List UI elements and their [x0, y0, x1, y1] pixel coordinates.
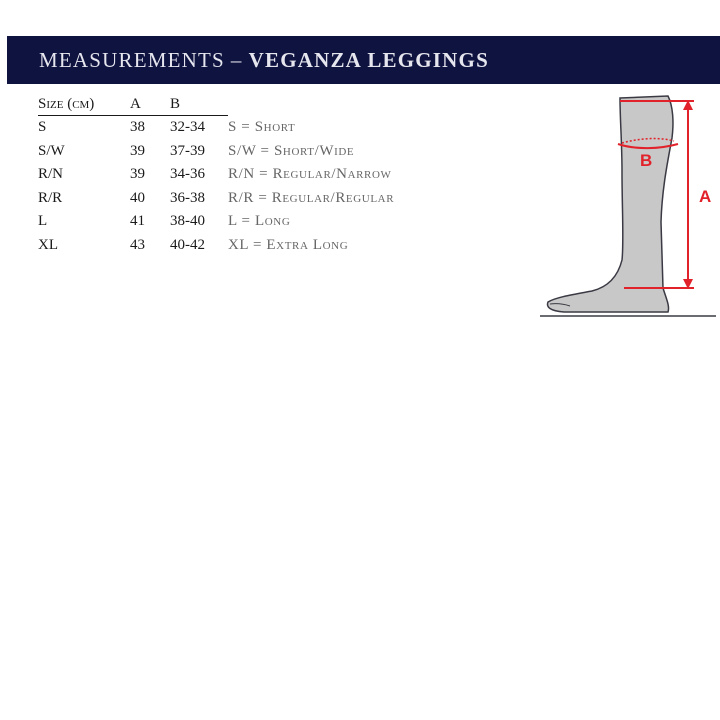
title-measurements: MEASUREMENTS	[39, 47, 225, 72]
b-cell: 32-34	[170, 119, 205, 136]
label-b: B	[640, 151, 653, 170]
table-row	[38, 210, 394, 234]
size-note: XL = Extra Long	[228, 236, 349, 253]
size-cell: XL	[38, 236, 58, 253]
size-note: S = Short	[228, 119, 296, 135]
table-row	[38, 234, 394, 258]
size-note: R/R = Regular/Regular	[228, 189, 395, 206]
table-row	[38, 140, 394, 164]
table-row	[38, 187, 394, 211]
col-a-header: A	[130, 93, 170, 116]
a-cell: 39	[130, 142, 145, 159]
b-cell: 38-40	[170, 213, 205, 230]
a-cell: 43	[130, 236, 145, 253]
b-cell: 40-42	[170, 236, 205, 253]
size-note: S/W = Short/Wide	[228, 142, 355, 159]
title-product: VEGANZA LEGGINGS	[248, 47, 489, 72]
a-cell: 39	[130, 166, 145, 183]
size-note: L = Long	[228, 213, 291, 230]
leg-silhouette	[548, 96, 673, 312]
title-dash: –	[230, 47, 243, 72]
table-header-row	[38, 93, 394, 116]
size-cell: R/R	[38, 189, 63, 206]
col-size-header: Size (cm)	[38, 93, 130, 116]
size-cell: S/W	[38, 142, 65, 159]
b-cell: 37-39	[170, 142, 205, 159]
size-table	[38, 93, 394, 257]
size-cell: R/N	[38, 166, 64, 183]
a-cell: 41	[130, 213, 145, 230]
a-cell: 38	[130, 119, 145, 136]
title-banner	[7, 36, 720, 84]
size-note: R/N = Regular/Narrow	[228, 166, 392, 183]
label-a: A	[699, 187, 712, 206]
table-row	[38, 116, 394, 140]
page-title	[39, 48, 489, 73]
table-row	[38, 163, 394, 187]
size-cell: L	[38, 213, 48, 230]
b-cell: 36-38	[170, 189, 205, 206]
leg-measurement-diagram	[536, 92, 716, 324]
col-note-header	[228, 93, 394, 116]
size-cell: S	[38, 119, 47, 136]
a-cell: 40	[130, 189, 145, 206]
col-b-header: B	[170, 93, 228, 116]
b-cell: 34-36	[170, 166, 205, 183]
